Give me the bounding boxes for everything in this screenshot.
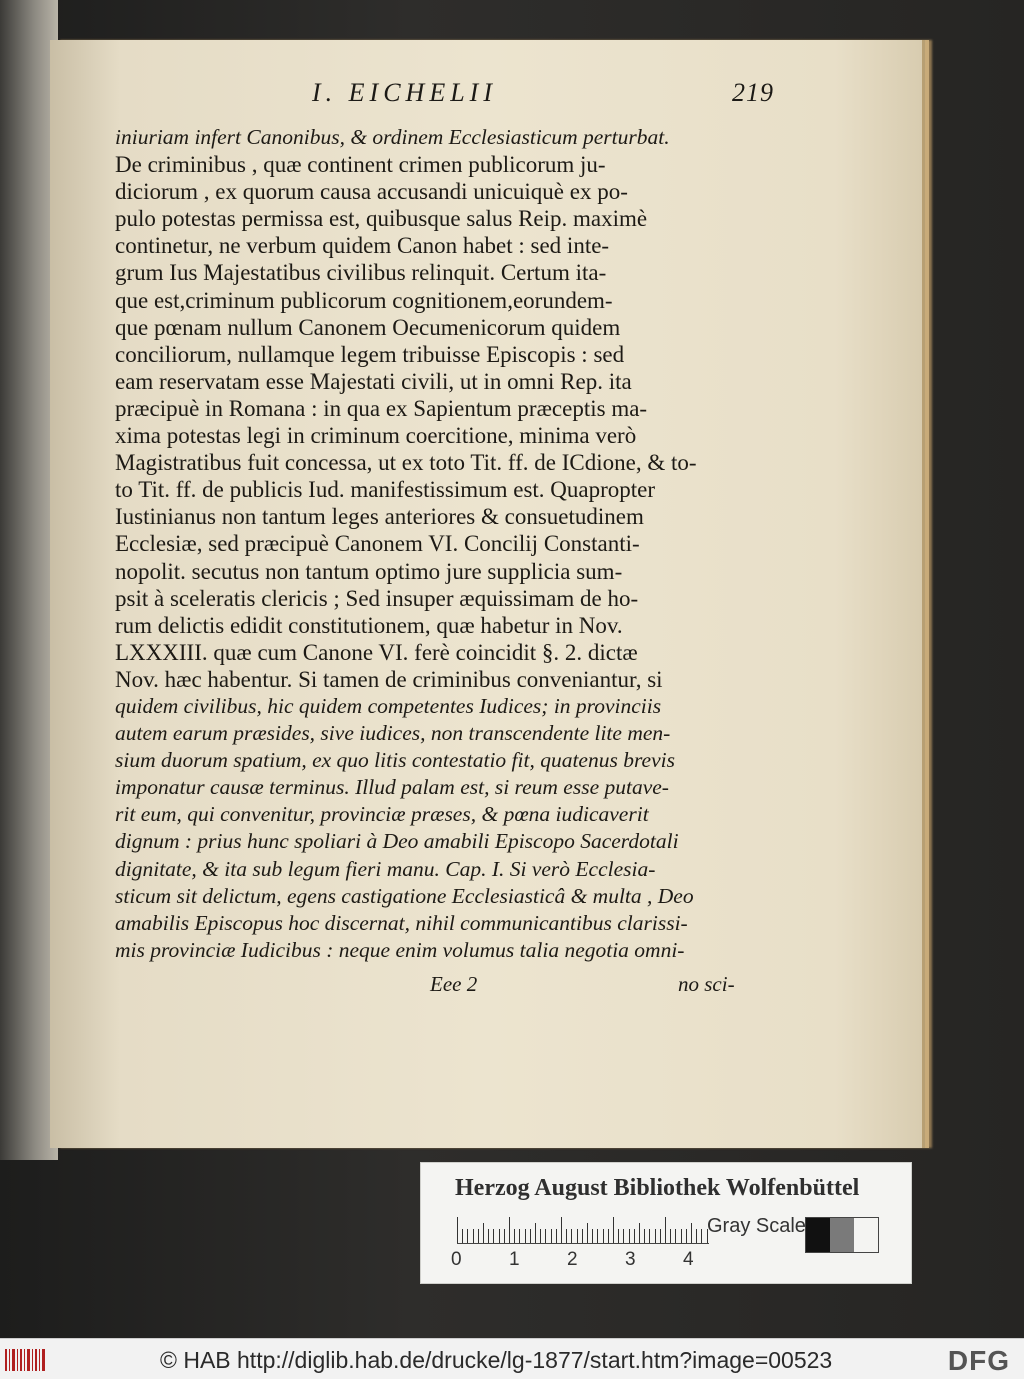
text-line: rit eum, qui convenitur, provinciæ præses, & pœna iudicaverit <box>115 802 649 827</box>
text-line: Iustinianus non tantum leges anteriores & consuetudinem <box>115 504 644 530</box>
ruler-tick <box>686 1229 687 1243</box>
ruler-label: 4 <box>683 1249 694 1270</box>
gray-swatch <box>854 1218 878 1252</box>
footer-bar <box>0 1338 1024 1379</box>
ruler-tick <box>488 1229 489 1243</box>
text-line: dignitate, & ita sub legum fieri manu. Cap. I. Si verò Ecclesia- <box>115 856 656 881</box>
ruler-tick <box>483 1223 484 1243</box>
signature-mark: Eee 2 <box>430 972 478 996</box>
ruler-tick <box>649 1229 650 1243</box>
ruler-tick <box>525 1229 526 1243</box>
text-line: sium duorum spatium, ex quo litis contestatio fit, quatenus brevis <box>115 748 675 773</box>
ruler-tick <box>493 1229 494 1243</box>
ruler-label: 2 <box>567 1249 578 1270</box>
text-line: iniuriam infert Canonibus, & ordinem Ecclesiasticum perturbat. <box>115 125 670 149</box>
dfg-logo: DFG <box>947 1345 1010 1376</box>
catchword: no sci- <box>678 972 735 996</box>
text-line: continetur, ne verbum quidem Canon habet : sed inte- <box>115 233 610 259</box>
text-line: De criminibus , quæ continent crimen publicorum ju- <box>115 152 606 178</box>
text-line: dignum : prius hunc spoliari à Deo amabili Episcopo Sacerdotali <box>115 829 679 854</box>
ruler-tick <box>623 1229 624 1243</box>
ruler <box>457 1215 709 1245</box>
ruler-tick <box>639 1223 640 1243</box>
text-line: autem earum præsides, sive iudices, non transcendente lite men- <box>115 721 671 746</box>
ruler-tick <box>514 1229 515 1243</box>
ruler-tick <box>577 1229 578 1243</box>
ruler-tick <box>701 1229 702 1243</box>
text-line: quidem civilibus, hic quidem competentes Iudices; in provinciis <box>115 693 662 718</box>
text-line: Nov. hæc habentur. Si tamen de criminibus conveniantur, si <box>115 666 663 692</box>
library-name: Herzog August Bibliothek Wolfenbüttel <box>455 1175 860 1201</box>
text-line: Ecclesiæ, sed præcipuè Canonem VI. Concilij Constanti- <box>115 531 640 557</box>
barcode-icon <box>4 1347 48 1373</box>
ruler-tick <box>618 1229 619 1243</box>
text-line: conciliorum, nullamque legem tribuisse Episcopis : sed <box>115 341 625 367</box>
ruler-tick <box>457 1217 458 1243</box>
text-line: que est,criminum publicorum cognitionem,eorundem- <box>115 287 613 313</box>
color-calibration-card <box>420 1162 912 1284</box>
gray-scale-swatches <box>805 1217 879 1253</box>
ruler-tick <box>545 1229 546 1243</box>
footer-credit-link[interactable]: © HAB http://diglib.hab.de/drucke/lg-1877/start.htm?image=00523 <box>160 1347 833 1373</box>
ruler-tick <box>629 1229 630 1243</box>
ruler-tick <box>467 1229 468 1243</box>
ruler-tick <box>535 1223 536 1243</box>
ruler-tick <box>665 1217 666 1243</box>
ruler-tick <box>603 1229 604 1243</box>
ruler-tick <box>597 1229 598 1243</box>
text-line: imponatur causæ terminus. Illud palam est, si reum esse putave- <box>115 775 669 800</box>
text-line: psit à sceleratis clericis ; Sed insuper æquissimam de ho- <box>115 585 639 611</box>
ruler-tick <box>504 1229 505 1243</box>
gray-scale-label: Gray Scale <box>707 1215 806 1237</box>
ruler-tick <box>462 1229 463 1243</box>
body-text <box>115 124 741 964</box>
text-line: sticum sit delictum, egens castigatione Ecclesiasticâ & multa , Deo <box>115 883 694 908</box>
ruler-tick <box>582 1229 583 1243</box>
ruler-tick <box>613 1217 614 1243</box>
ruler-label: 0 <box>451 1249 462 1270</box>
ruler-tick <box>592 1229 593 1243</box>
ruler-tick <box>473 1229 474 1243</box>
ruler-tick <box>566 1229 567 1243</box>
text-line: que pœnam nullum Canonem Oecumenicorum quidem <box>115 314 621 340</box>
ruler-tick <box>540 1229 541 1243</box>
ruler-tick <box>608 1229 609 1243</box>
ruler-tick <box>499 1229 500 1243</box>
text-line: eam reservatam esse Majestati civili, ut in omni Rep. ita <box>115 368 632 394</box>
gray-swatch <box>806 1218 830 1252</box>
running-head: I. EICHELII <box>312 78 497 107</box>
ruler-tick <box>634 1229 635 1243</box>
page-header <box>312 78 792 118</box>
text-line: LXXXIII. quæ cum Canone VI. ferè coincidit §. 2. dictæ <box>115 639 638 665</box>
ruler-tick <box>655 1229 656 1243</box>
text-line: mis provinciæ Iudicibus : neque enim volumus talia negotia omni- <box>115 937 685 962</box>
ruler-tick <box>681 1229 682 1243</box>
ruler-tick <box>519 1229 520 1243</box>
ruler-tick <box>660 1229 661 1243</box>
ruler-tick <box>551 1229 552 1243</box>
text-line: diciorum , ex quorum causa accusandi unicuiquè ex po- <box>115 179 628 205</box>
ruler-tick <box>571 1229 572 1243</box>
ruler-label: 1 <box>509 1249 520 1270</box>
ruler-tick <box>587 1223 588 1243</box>
ruler-tick <box>675 1229 676 1243</box>
ruler-tick <box>556 1229 557 1243</box>
text-line: Magistratibus fuit concessa, ut ex toto Tit. ff. de ICdione, & to- <box>115 450 697 476</box>
text-line: xima potestas legi in criminum coercitione, minima verò <box>115 423 637 449</box>
text-line: grum Ius Majestatibus civilibus relinquit. Certum ita- <box>115 260 607 286</box>
text-line: rum delictis edidit constitutionem, quæ habetur in Nov. <box>115 612 623 638</box>
ruler-tick <box>691 1223 692 1243</box>
text-line: to Tit. ff. de publicis Iud. manifestissimum est. Quapropter <box>115 477 656 503</box>
text-line: nopolit. secutus non tantum optimo jure supplicia sum- <box>115 558 623 584</box>
text-line: pulo potestas permissa est, quibusque salus Reip. maximè <box>115 206 648 232</box>
ruler-tick <box>670 1229 671 1243</box>
ruler-label: 3 <box>625 1249 636 1270</box>
page-number: 219 <box>732 78 774 107</box>
ruler-tick <box>509 1217 510 1243</box>
ruler-tick <box>478 1229 479 1243</box>
ruler-tick <box>644 1229 645 1243</box>
text-line: amabilis Episcopus hoc discernat, nihil communicantibus clarissi- <box>115 910 688 935</box>
ruler-tick <box>696 1229 697 1243</box>
ruler-tick <box>530 1229 531 1243</box>
ruler-tick <box>561 1217 562 1243</box>
gray-swatch <box>830 1218 854 1252</box>
text-line: præcipuè in Romana : in qua ex Sapientum præceptis ma- <box>115 395 648 421</box>
